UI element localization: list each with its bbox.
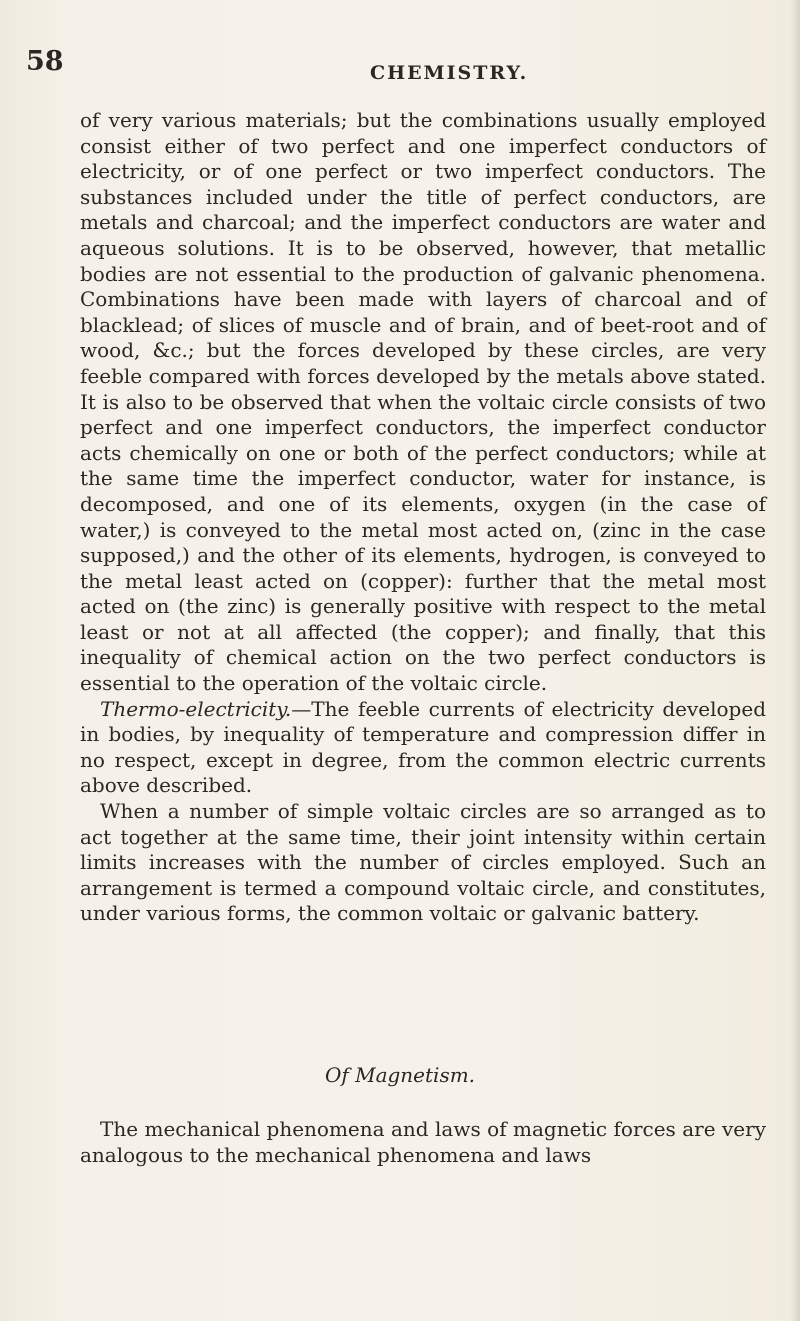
runin-heading-thermo-electricity: Thermo-electricity. bbox=[100, 696, 292, 721]
paragraph-magnetism: The mechanical phenomena and laws of magnetic forces are very analogous to the mechanical phenomena and laws bbox=[80, 1117, 766, 1167]
page-number: 58 bbox=[26, 46, 64, 77]
paragraph-thermo-electricity bbox=[80, 697, 766, 799]
paragraph-compound-circle: When a number of simple voltaic circles are so arranged as to act together at the same time, their joint intensity within certain limits increases with the number of circles employed. Such an arrangement is termed a compound voltaic circle, and constitutes, under various forms, the common voltaic or galvanic battery. bbox=[80, 799, 766, 926]
page-edge-shadow bbox=[790, 0, 800, 1321]
body-text-magnetism bbox=[80, 1117, 766, 1168]
body-text bbox=[80, 108, 766, 927]
paragraph-materials: of very various materials; but the combinations usually employed consist either of two perfect and one imperfect conductors of electricity, or of one perfect or two imperfect conductors. The substances included under the title of perfect conductors, are metals and charcoal; and the imperfect conductors are water and aqueous solutions. It is to be observed, however, that metallic bodies are not essential to the production of galvanic phenomena. Combinations have been made with layers of charcoal and of blacklead; of slices of muscle and of brain, and of beet-root and of wood, &c.; but the forces developed by these circles, are very feeble compared with forces developed by the metals above stated. It is also to be observed that when the voltaic circle consists of two perfect and one imperfect conductors, the imperfect conductor acts chemically on one or both of the perfect conductors; while at the same time the imperfect conductor, water for instance, is decomposed, and one of its elements, oxygen (in the case of water,) is conveyed to the metal most acted on, (zinc in the case supposed,) and the other of its elements, hydrogen, is conveyed to the metal least acted on (copper): further that the metal most acted on (the zinc) is generally positive with respect to the metal least or not at all affected (the copper); and finally, that this inequality of chemical action on the two perfect conductors is essential to the operation of the voltaic circle. bbox=[80, 108, 766, 696]
section-heading-magnetism: Of Magnetism. bbox=[324, 1063, 476, 1087]
running-head: CHEMISTRY. bbox=[370, 62, 529, 84]
paragraph-thermo-electricity-text: —The feeble currents of electricity developed in bodies, by inequality of temperature and compression differ in no respect, except in degree, from the common electric currents above described. bbox=[80, 696, 766, 798]
